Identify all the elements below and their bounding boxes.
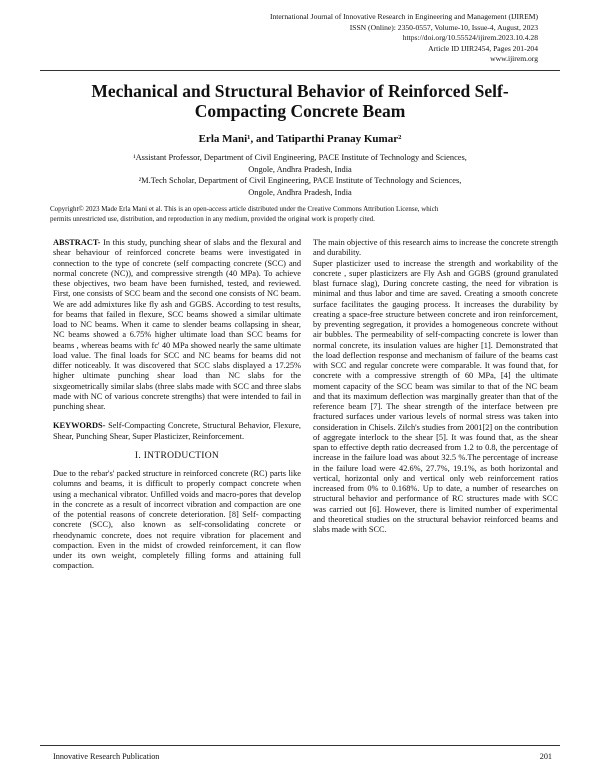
copyright-line: permits unrestricted use, distribution, and reproduction in any medium, provided the original work is properly cited. [50, 214, 375, 223]
right-column [313, 238, 558, 535]
affiliation-line: ¹Assistant Professor, Department of Civil Engineering, PACE Institute of Technology and Sciences, [133, 153, 467, 162]
abstract [53, 238, 301, 412]
left-column [53, 238, 301, 572]
affiliation-line: Ongole, Andhra Pradesh, India [248, 164, 352, 174]
body-paragraph: Super plasticizer used to increase the strength and workability of the concrete , super plasticizers are Fly Ash and GGBS (ground granulated blast furnace slag), During concrete casting, the need for vibration is minimal and thus labor and time are saved. Creating a smooth concrete surface facilitates the gauging process. It increases the durability by creating a space-free structure between concrete and iron reinforcement, by preventing segregation, it provides a homogeneous concrete without air bubbles. The permeability of self-compacting concrete is lower than normal concrete, its insulation values are higher [1]. Demonstrated that the load deflection response and mechanism of failure of the beams cast with SCC and regular concrete were comparable. It was found that, for concrete with a compressive strength of 60 MPa, [4] the ultimate moment capacity of the SCC beam was similar to that of the NC beam and that its maximum deflection was marginally greater than that of the reference beam [7]. The shear strength of the interface between pre fractured surfaces under various levels of normal stress was taken into consideration in Chisels. Zilch's studies from 2001[2] on the contribution of aggregate interlock to the shear [5]. It was found that, as the shear span to effective depth ratio decreased from 1.2 to 0.8, the percentage of increase in the failure load was about 32.5 %.The percentage of increase in the failure load were 42.6%, 27.7%, 19.1%, as both horizontal and vertical, horizontal only and vertical only web reinforcement ratios increased from 0% to 0.168%. Up to date, a number of researches on structural behavior and performance of RC structures made with SCC was carried out [6]. However, there is limited number of experimental and theoretical studies on the structural behavior reinforced beams and slabs made with SCC. [313, 258, 558, 534]
journal-name: International Journal of Innovative Research in Engineering and Management (IJIREM) [269, 12, 538, 21]
keywords [53, 421, 301, 442]
footer-publisher: Innovative Research Publication [53, 752, 160, 761]
header-divider [40, 70, 560, 71]
objective-paragraph: The main objective of this research aims to increase the concrete strength and durability. [313, 238, 558, 258]
copyright-line: Copyright© 2023 Made Erla Mani et al. This is an open-access article distributed under the Creative Commons Attribution License, which [50, 205, 439, 213]
journal-header [178, 12, 538, 65]
paper-authors: Erla Mani¹, and Tatiparthi Pranay Kumar² [198, 133, 402, 145]
keywords-text: Self-Compacting Concrete, Structural Behavior, Flexure, Shear, Punching Shear, Super Plasticizer, Reinforcement. [53, 421, 301, 441]
affiliation-line: Ongole, Andhra Pradesh, India [248, 187, 352, 197]
copyright-notice [50, 205, 550, 224]
journal-article-id: Article ID IJIR2454, Pages 201-204 [428, 43, 538, 53]
page-number: 201 [539, 752, 552, 761]
section-heading-introduction: I. INTRODUCTION [134, 450, 220, 461]
keywords-label: KEYWORDS- [53, 421, 106, 431]
journal-issn: ISSN (Online): 2350-0557, Volume-10, Issue-4, August, 2023 [349, 22, 538, 32]
paper-title: Mechanical and Structural Behavior of Reinforced Self-Compacting Concrete Beam [91, 81, 509, 121]
abstract-text: In this study, punching shear of slabs and the flexural and shear behaviour of reinforced concrete beams were investigated in connection to the type of concrete (self compacting concrete (SCC) and normal concrete (NC)), and compressive strength (40 MPa). To achieve these objectives, two beam have been furnished, tested, and reviewed. First, one consists of SCC beam and the second one consists of NC beam. We are add admixtures like fly ash and GGBS. According to test results, for beams that failed in flexure, SCC beams showed a similar ultimate load to NC beams. When it came to slender beams collapsing in shear, NC beams showed a 6.75% higher ultimate load than SCC beams for beams , whereas beams with fc' 40 MPa showed nearly the same ultimate load value. The final loads for SCC and NC beams for beams did not differ noticeably. It was discovered that SCC slabs displayed a 17.25% higher ultimate punching shear load than NC slabs for the sixgeometrically similar slabs (three slabs made with SCC and three slabs made with NC of various concrete strengths) that were intended to fail in punching shear. [53, 238, 301, 411]
journal-website[interactable]: www.ijirem.org [490, 54, 538, 64]
affiliation-line: ²M.Tech Scholar, Department of Civil Engineering, PACE Institute of Technology and Sciences, [138, 176, 462, 185]
affiliations [80, 152, 520, 198]
introduction-paragraph: Due to the rebar's' packed structure in reinforced concrete (RC) parts like columns and beams, it is difficult to properly compact concrete when using a mechanical vibrator. Unfilled voids and macro-pores that develop in the concrete as a result of incorrect vibration and compaction are one of the potential reasons of concrete deterioration. [8] Self- compacting concrete (SCC), also known as self-consolidating concrete or rheodynamic concrete, does not require vibration for placement and compaction. Even in the midst of crowded reinforcement, it can flow under its own weight, completely filling forms and attaining full compaction. [53, 469, 301, 571]
abstract-label: ABSTRACT- [53, 238, 101, 247]
footer-divider [40, 745, 560, 746]
journal-doi[interactable]: https://doi.org/10.55524/ijirem.2023.10.4.28 [402, 33, 538, 43]
